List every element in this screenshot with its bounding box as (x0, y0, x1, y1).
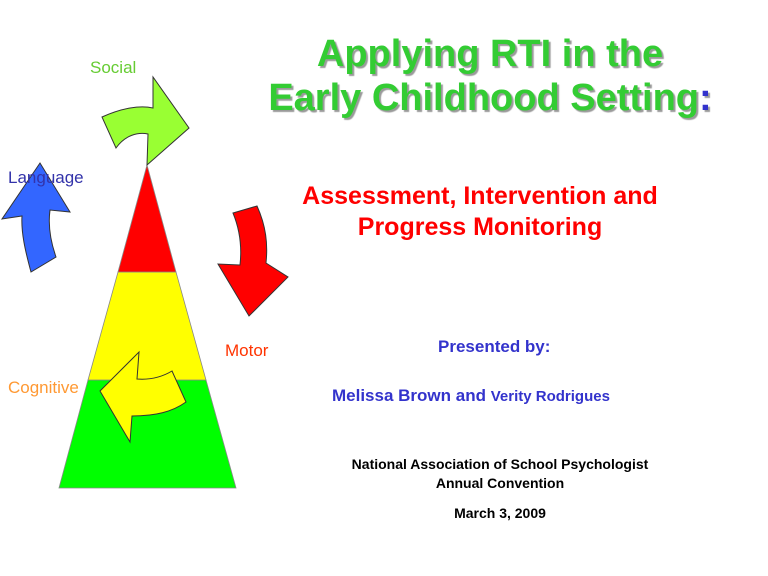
presented-by-heading: Presented by: (438, 337, 551, 356)
subtitle-line-1: Assessment, Intervention and (302, 182, 658, 210)
organization-line-1: National Association of School Psychologist (351, 456, 649, 472)
slide-title (230, 32, 750, 120)
pyramid-tier-top (118, 165, 176, 272)
title-line-1: Applying RTI in the (316, 33, 664, 75)
language-label: Language (8, 168, 84, 187)
title-line-2 (230, 76, 750, 120)
pyramid-tier-middle (88, 272, 206, 380)
organization (300, 455, 700, 493)
social-label: Social (90, 58, 137, 77)
organization-line-2: Annual Convention (435, 475, 565, 491)
social-arrow-icon (102, 77, 189, 165)
presentation-date: March 3, 2009 (454, 505, 546, 521)
presenter-1: Melissa Brown and (332, 386, 486, 405)
motor-label: Motor (225, 341, 269, 360)
title-line-2-text: Early Childhood Setting (268, 77, 700, 119)
presenters (332, 386, 610, 406)
subtitle-line-2: Progress Monitoring (357, 213, 603, 241)
presenter-2: Verity Rodrigues (490, 388, 610, 405)
cognitive-label: Cognitive (8, 378, 79, 397)
slide-subtitle (250, 181, 710, 243)
title-colon: : (699, 77, 712, 119)
